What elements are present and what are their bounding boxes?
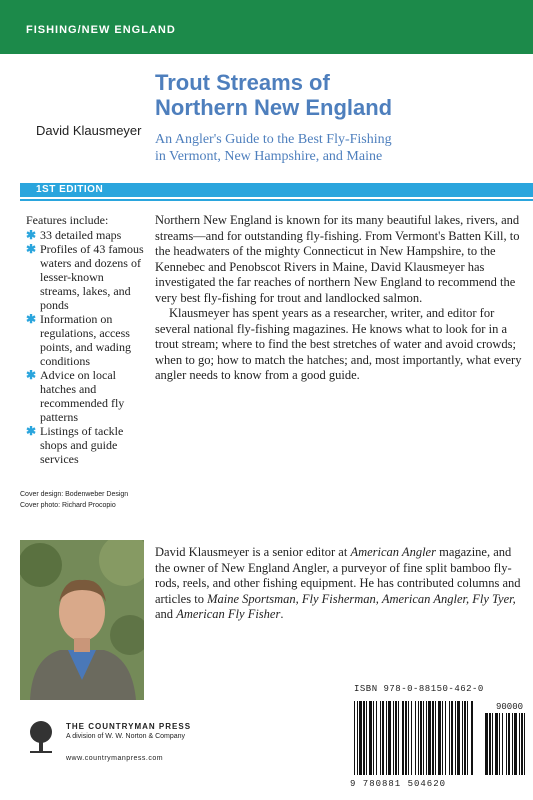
barcode-addon-bar: [485, 713, 488, 775]
asterisk-icon: ✱: [26, 424, 37, 438]
series-banner: [0, 0, 533, 54]
barcode-bar: [457, 701, 460, 775]
barcode-bar: [467, 701, 468, 775]
barcode-addon-bar: [519, 713, 520, 775]
barcode-bar: [415, 701, 416, 775]
barcode-bar: [462, 701, 463, 775]
bio-text: magazine, and the owner of New England Angler, a purveyor of fine split bamboo fly-rods, reels, and other fishing equipment. He has contributed columns and articles to: [155, 545, 521, 606]
barcode-bar: [435, 701, 436, 775]
bio-text: and: [155, 607, 177, 621]
feature-text: Advice on local hatches and recommended fly patterns: [40, 368, 125, 424]
bio-text: David Klausmeyer is a senior editor at: [155, 545, 351, 559]
bio-magazines: Maine Sportsman, Fly Fisherman, American Angler, Fly Tyer,: [207, 591, 516, 606]
feature-text: Listings of tackle shops and guide services: [40, 424, 124, 466]
barcode-bar: [369, 701, 372, 775]
barcode-bar: [382, 701, 384, 775]
publisher-division: A division of W. W. Norton & Company: [66, 733, 186, 740]
description-paragraph-2: Klausmeyer has spent years as a researcher, writer, and editor for several national fly-fishing magazines. He knows what to look for in a trout stream; where to find the best stretches of water and avoid crowds; when to go; how to match the hatches; and, most importantly, what every angler needs to know from a good guide.: [155, 306, 522, 382]
barcode-bar: [432, 701, 434, 775]
design-credit: Cover design: Bodenweber Design: [20, 491, 129, 498]
barcode-bar: [438, 701, 441, 775]
barcode-bar: [408, 701, 409, 775]
barcode-bar: [426, 701, 427, 775]
title-line-2: Northern New England: [155, 95, 393, 120]
barcode-bar: [405, 701, 407, 775]
subtitle-line-1: An Angler's Guide to the Best Fly-Fishing: [155, 132, 392, 147]
feature-item: [26, 228, 144, 242]
barcode-bar: [418, 701, 419, 775]
book-title: [155, 70, 525, 120]
series-label: FISHING/NEW ENGLAND: [26, 24, 176, 36]
feature-item: [26, 368, 144, 424]
barcode-bar: [423, 701, 424, 775]
barcode-bar: [411, 701, 412, 775]
barcode-bar: [449, 701, 450, 775]
barcode-bar: [363, 701, 365, 775]
tree-logo-icon: [26, 720, 56, 756]
barcode-bar: [471, 701, 473, 775]
publisher-name: THE COUNTRYMAN PRESS: [66, 722, 192, 731]
divider-rule: [20, 199, 533, 201]
bio-magazine: American Fly Fisher: [176, 607, 281, 621]
barcode-bar: [388, 701, 391, 775]
barcode-bar: [386, 701, 387, 775]
barcode-bar: [451, 701, 453, 775]
barcode-bar: [373, 701, 374, 775]
barcode-bar: [428, 701, 431, 775]
barcode-bar: [354, 701, 355, 775]
barcode-bar: [398, 701, 399, 775]
bio-text: .: [280, 607, 284, 621]
bio-magazine: American Angler: [350, 545, 436, 559]
edition-bar: [20, 183, 533, 197]
barcode-addon-bar: [492, 713, 493, 775]
barcode-bar: [366, 701, 367, 775]
barcode-addon-bar: [514, 713, 517, 775]
barcode-addon-bar: [502, 713, 503, 775]
barcode-bar: [393, 701, 394, 775]
barcode-addon-bar: [524, 713, 525, 775]
barcode-addon-bar: [512, 713, 513, 775]
barcode-graphic: [346, 697, 532, 789]
author-portrait: [20, 540, 144, 700]
asterisk-icon: ✱: [26, 228, 37, 242]
feature-item: [26, 312, 144, 368]
ean-digits: 9 780881 504620: [350, 779, 447, 789]
author-photo: [20, 540, 144, 700]
barcode-addon-bar: [521, 713, 523, 775]
barcode-bar: [445, 701, 446, 775]
price-code: 90000: [496, 702, 524, 712]
isbn-label: ISBN 978-0-88150-462-0: [354, 684, 484, 694]
feature-text: Profiles of 43 famous waters and dozens of lesser-known streams, lakes, and ponds: [40, 242, 144, 312]
barcode-addon-bar: [508, 713, 510, 775]
features-list: [26, 213, 144, 466]
asterisk-icon: ✱: [26, 368, 37, 382]
barcode-addon-bar: [495, 713, 498, 775]
barcode: [346, 697, 532, 789]
book-subtitle: [155, 131, 525, 165]
photo-credit: Cover photo: Richard Procopio: [20, 502, 116, 509]
barcode-addon-bar: [506, 713, 507, 775]
feature-item: [26, 242, 144, 312]
asterisk-icon: ✱: [26, 242, 37, 256]
author-name: David Klausmeyer: [36, 123, 142, 138]
barcode-bar: [455, 701, 456, 775]
barcode-bar: [464, 701, 466, 775]
edition-label: 1ST EDITION: [36, 184, 104, 195]
description-paragraph-1: Northern New England is known for its many beautiful lakes, rivers, and streams—and for outstanding fly-fishing. From Vermont's Batten Kill, to the headwaters of the mighty Connecticut in New Hampshire, to the Kennebec and Penobscot Rivers in Maine, David Klausmeyer has investigated the far reaches of northern New England to recommend the very best fly-fishing for trout and landlocked salmon.: [155, 213, 520, 305]
features-heading: Features include:: [26, 213, 109, 227]
barcode-bar: [359, 701, 362, 775]
feature-text: Information on regulations, access points, and wading conditions: [40, 312, 131, 368]
subtitle-line-2: in Vermont, New Hampshire, and Maine: [155, 149, 383, 164]
barcode-addon-bar: [499, 713, 500, 775]
barcode-bar: [402, 701, 404, 775]
barcode-bar: [380, 701, 381, 775]
barcode-bar: [395, 701, 397, 775]
publisher-url: www.countrymanpress.com: [66, 755, 164, 762]
feature-item: [26, 424, 144, 466]
barcode-bar: [442, 701, 443, 775]
barcode-bar: [376, 701, 377, 775]
feature-text: 33 detailed maps: [40, 228, 122, 242]
author-bio: [155, 545, 529, 623]
book-description: [155, 213, 527, 384]
barcode-addon-bar: [489, 713, 491, 775]
cover-credits: [20, 489, 128, 511]
barcode-bar: [357, 701, 358, 775]
asterisk-icon: ✱: [26, 312, 37, 326]
barcode-bar: [420, 701, 422, 775]
title-line-1: Trout Streams of: [155, 70, 330, 95]
